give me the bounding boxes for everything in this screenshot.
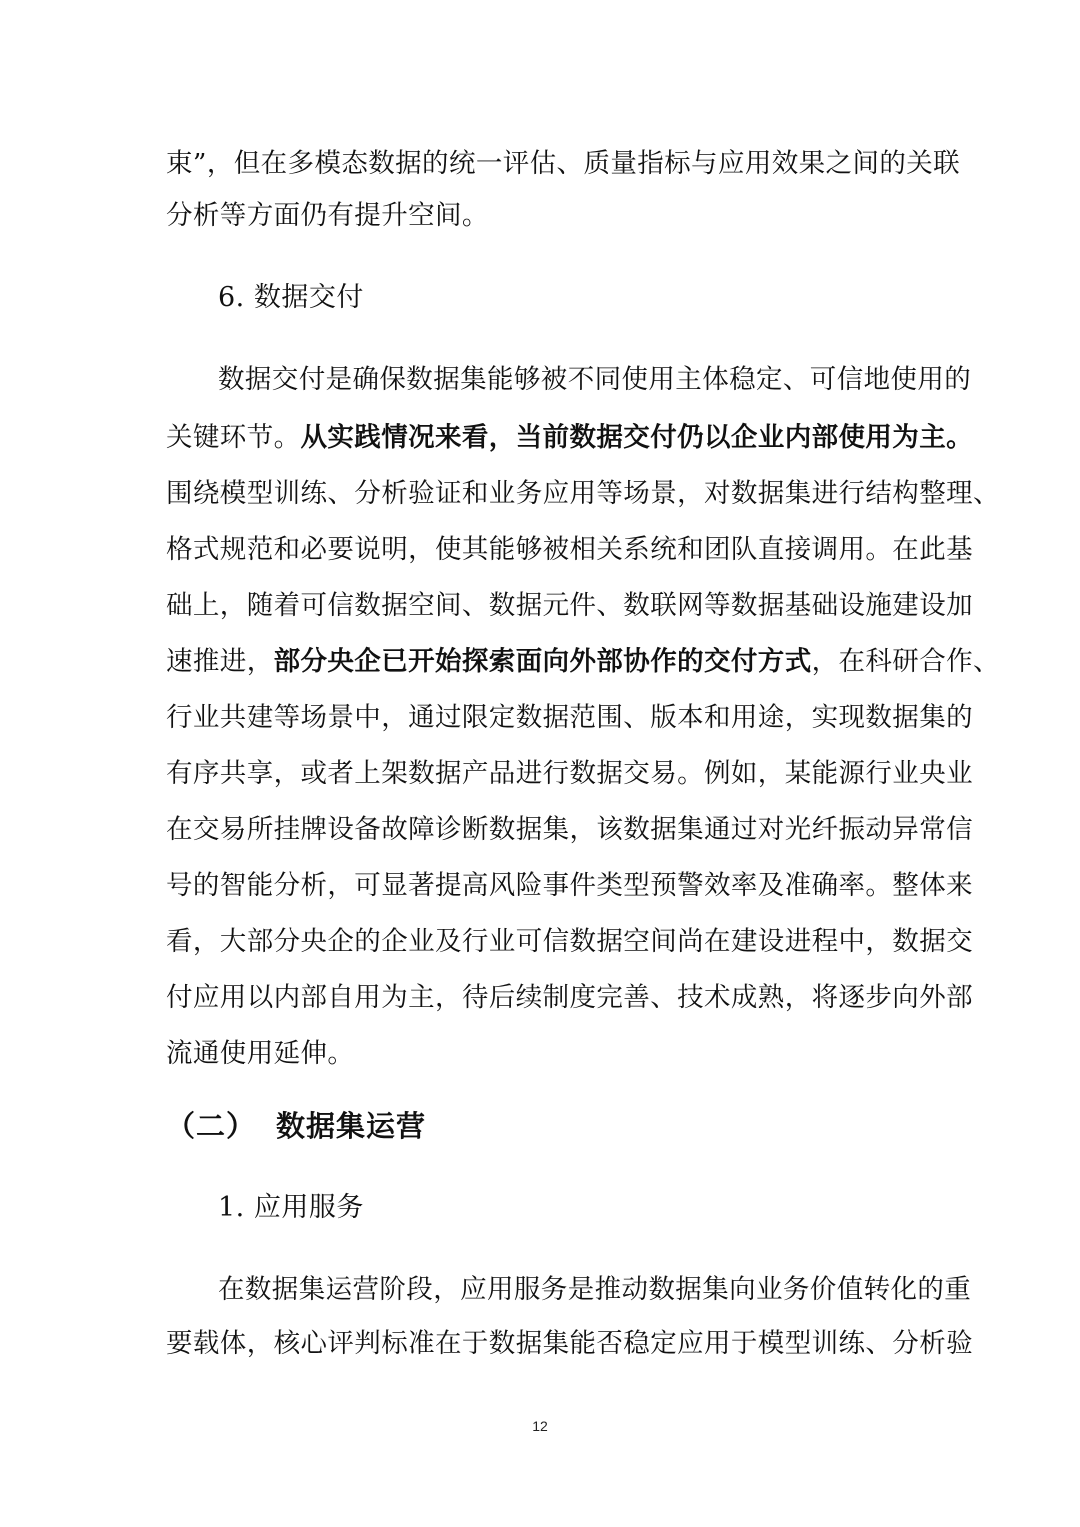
paragraph-line: 在交易所挂牌设备故障诊断数据集，该数据集通过对光纤振动异常信	[166, 814, 973, 845]
paragraph-line: 有序共享，或者上架数据产品进行数据交易。例如，某能源行业央业	[166, 758, 973, 789]
bold-text-run: 部分央企已开始探索面向外部协作的交付方式	[273, 646, 812, 677]
paragraph-line: 号的智能分析，可显著提高风险事件类型预警效率及准确率。整体来	[166, 870, 973, 901]
page-number: 12	[532, 1418, 548, 1434]
text-run: 关键环节。	[166, 422, 301, 453]
bold-text-run: 从实践情况来看，当前数据交付仍以企业内部使用为主。	[300, 422, 973, 453]
paragraph-line: 础上，随着可信数据空间、数据元件、数联网等数据基础设施建设加	[166, 590, 973, 621]
paragraph-line: 束”，但在多模态数据的统一评估、质量指标与应用效果之间的关联	[166, 148, 961, 179]
paragraph-line	[166, 645, 1000, 679]
paragraph-line: 流通使用延伸。	[166, 1038, 355, 1069]
paragraph-line: 要载体，核心评判标准在于数据集能否稳定应用于模型训练、分析验	[166, 1328, 973, 1359]
section-title: 数据集运营	[276, 1109, 427, 1143]
section-heading-two	[166, 1109, 426, 1143]
text-run: 速推进，	[166, 646, 274, 677]
subsection-heading-1: 1. 应用服务	[218, 1192, 364, 1223]
paragraph-line: 行业共建等场景中，通过限定数据范围、版本和用途，实现数据集的	[166, 702, 973, 733]
paragraph-line: 格式规范和必要说明，使其能够被相关系统和团队直接调用。在此基	[166, 534, 973, 565]
paragraph-line: 看，大部分央企的企业及行业可信数据空间尚在建设进程中，数据交	[166, 926, 973, 957]
text-run: ，在科研合作、	[811, 646, 1000, 677]
paragraph-line	[166, 421, 973, 455]
paragraph-line: 付应用以内部自用为主，待后续制度完善、技术成熟，将逐步向外部	[166, 982, 973, 1013]
paragraph-line: 围绕模型训练、分析验证和业务应用等场景，对数据集进行结构整理、	[166, 478, 1000, 509]
section-number: （二）	[166, 1109, 257, 1143]
paragraph-line: 分析等方面仍有提升空间。	[166, 200, 489, 231]
section-heading-6: 6. 数据交付	[218, 282, 364, 313]
paragraph-line: 在数据集运营阶段，应用服务是推动数据集向业务价值转化的重	[218, 1274, 972, 1305]
paragraph-line: 数据交付是确保数据集能够被不同使用主体稳定、可信地使用的	[218, 364, 972, 395]
